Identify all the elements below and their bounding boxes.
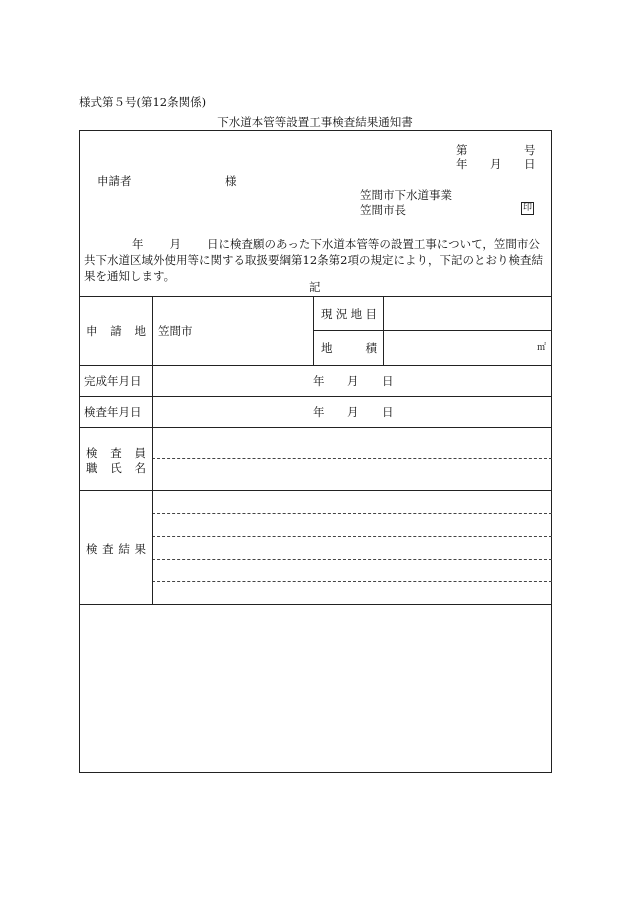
inspector-label-line2: 職 氏 名 <box>86 461 146 475</box>
completion-date-label: 完成年月日 <box>84 374 142 388</box>
row-line-5 <box>79 604 552 605</box>
site-sublabel-divider <box>383 296 384 365</box>
site-value: 笠間市 <box>158 324 193 338</box>
seal-stamp-box: 印 <box>522 203 532 213</box>
result-dashed-line-4 <box>152 581 552 582</box>
notice-paragraph <box>84 236 548 284</box>
site-value-divider <box>313 296 314 365</box>
completion-month: 月 <box>347 374 359 388</box>
row-line-4 <box>79 490 552 491</box>
site-label-divider <box>152 296 153 365</box>
area-unit: ㎡ <box>537 343 547 353</box>
form-frame <box>79 130 552 773</box>
number-suffix: 号 <box>524 143 536 157</box>
document-title: 下水道本管等設置工事検査結果通知書 <box>217 115 413 129</box>
date-month: 月 <box>490 157 502 171</box>
applicant-label: 申請者 <box>97 174 132 188</box>
row-line-1 <box>79 365 552 366</box>
issuer-organization: 笠間市下水道事業 <box>360 188 452 202</box>
result-dashed-line-1 <box>152 513 552 514</box>
site-inner-line <box>313 330 552 331</box>
inspection-month: 月 <box>347 405 359 419</box>
result-dashed-line-2 <box>152 536 552 537</box>
form-reference: 様式第５号(第12条関係) <box>79 95 207 109</box>
inspector-dashed-line <box>152 458 552 459</box>
land-category-label: 現 況 地 目 <box>321 307 377 321</box>
area-label: 地 積 <box>321 341 377 355</box>
label-column-divider <box>152 365 153 604</box>
inspection-result-label: 検 査 結 果 <box>86 542 146 556</box>
issuer-mayor: 笠間市長 <box>360 203 406 217</box>
row-line-3 <box>79 427 552 428</box>
inspection-date-label: 検査年月日 <box>84 405 142 419</box>
completion-year: 年 <box>313 374 325 388</box>
ki-marker: 記 <box>309 280 321 294</box>
notice-year: 年 <box>132 237 144 251</box>
notice-month: 月 <box>169 237 181 251</box>
inspection-day: 日 <box>382 405 394 419</box>
inspection-year: 年 <box>313 405 325 419</box>
table-top-line <box>79 296 552 297</box>
completion-day: 日 <box>382 374 394 388</box>
date-year: 年 <box>456 157 468 171</box>
inspector-label-line1: 検 査 員 <box>86 446 146 460</box>
row-line-2 <box>79 396 552 397</box>
site-label: 申 請 地 <box>86 324 146 338</box>
date-day: 日 <box>524 157 536 171</box>
notice-text: 日に検査願のあった下水道本管等の設置工事について，笠間市公共下水道区域外使用等に関する取扱要綱第12条第2項の規定により，下記のとおり検査結果を通知します。 <box>84 237 543 283</box>
result-dashed-line-3 <box>152 559 552 560</box>
number-prefix: 第 <box>456 143 468 157</box>
applicant-honorific: 様 <box>225 174 237 188</box>
